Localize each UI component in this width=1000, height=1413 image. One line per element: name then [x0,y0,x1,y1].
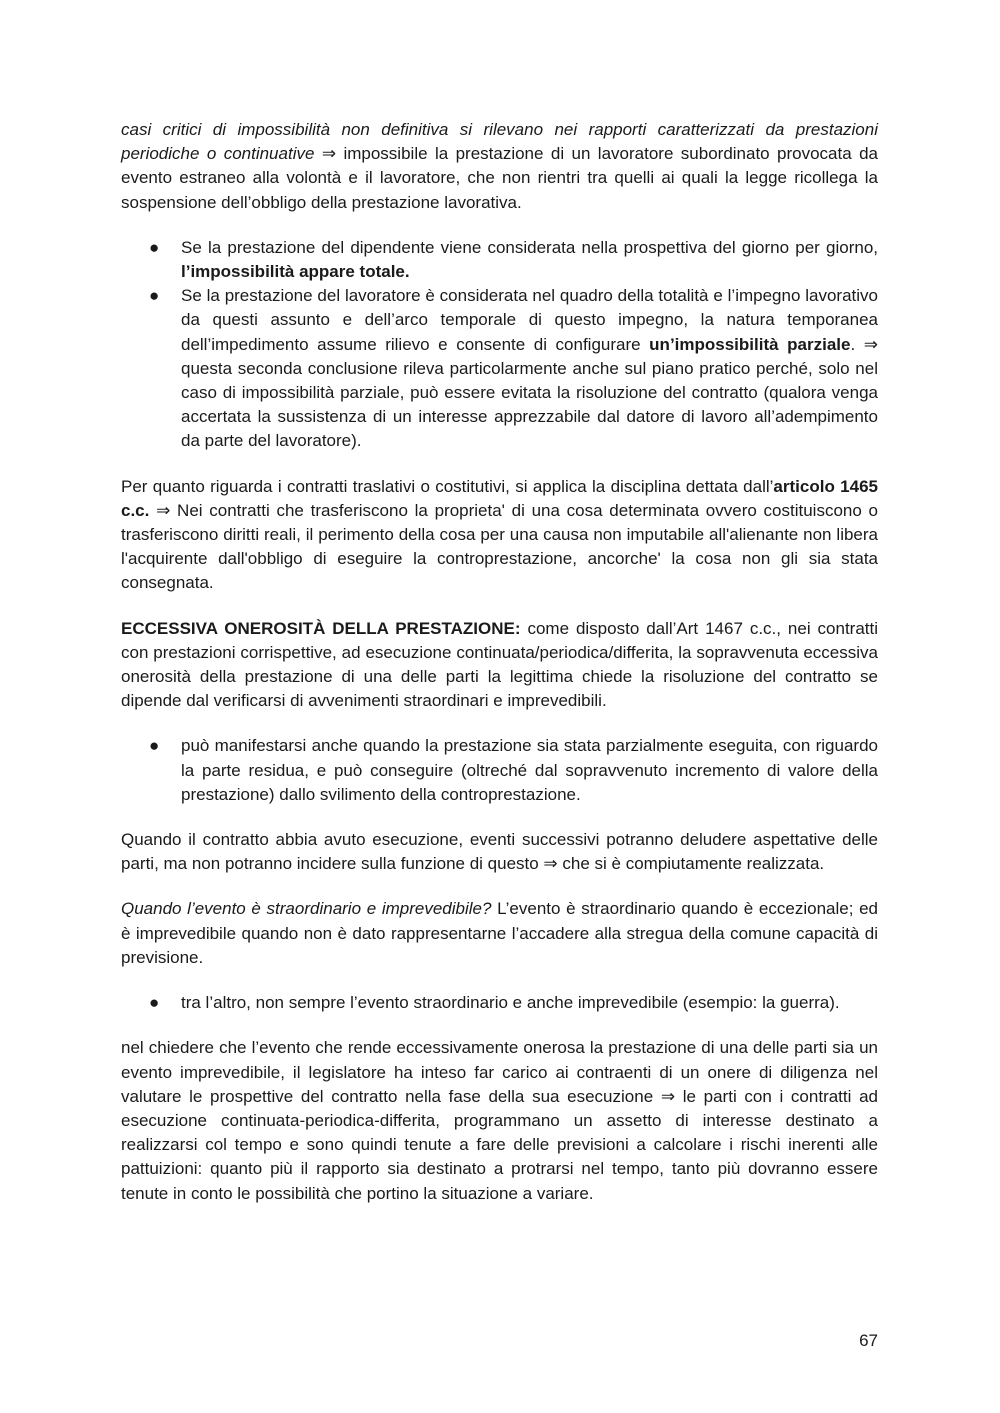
bullet-icon: ● [149,736,160,756]
paragraph-text: ⇒ impossibile la prestazione di un lavoratore subordinato provocata da evento estraneo alla volontà e il lavoratore, che non rientri tra quelli ai quali la legge ricollega la sospensione dell’obbligo della prestazione lavorativa. [121,144,878,212]
paragraph-contratti-traslativi [121,475,878,596]
bullet-icon: ● [149,993,160,1013]
bullet-icon: ● [149,237,160,257]
page-number: 67 [859,1331,878,1350]
paragraph-text: come disposto dall’Art 1467 c.c., nei contratti con prestazioni corrispettive, ad esecuzione continuata/periodica/differita, la sopravvenuta eccessiva onerosità della prestazione di una delle parti la legittima chiede la risoluzione del contratto se dipende dal verificarsi di avvenimenti straordinari e imprevedibili. [121,618,879,711]
list-item-text-rest: . ⇒ questa seconda conclusione rileva particolarmente anche sul piano pratico perché, solo nel caso di impossibilità parziale, può essere evitata la risoluzione del contratto (qualora venga accertata la sussistenza di un interesse apprezzabile dal datore di lavoro all’adempimento da parte del lavoratore). [181,334,878,451]
list-item-text: tra l’altro, non sempre l’evento straordinario e anche imprevedibile (esempio: la guerra). [181,993,840,1013]
list-item-text: Se la prestazione del lavoratore è considerata nel quadro della totalità e l’impegno lavorativo da questi assunto e dell’arco temporale di questo impegno, la natura temporanea dell’impedimento assume rilievo e consente di configurare [181,286,878,354]
paragraph-text: L’evento è straordinario quando è eccezionale; ed è imprevedibile quando non è dato rappresentarne l’accadere alla stregua della comune capacità di previsione. [121,899,879,967]
bullet-list-impossibilita [121,236,878,454]
paragraph-impossibilita-non-definitiva [121,118,878,215]
paragraph-onere-diligenza [121,1036,878,1205]
document-page [121,118,878,1227]
paragraph-text-rest: ⇒ Nei contratti che trasferiscono la proprieta' di una cosa determinata ovvero costituiscono o trasferiscono diritti reali, il perimento della cosa per una causa non imputabile all'alienante non libera l'acquirente dall'obbligo di eseguire la controprestazione, ancorche' la cosa non gli sia stata consegnata. [121,500,878,593]
list-item-text: Se la prestazione del dipendente viene considerata nella prospettiva del giorno per giorno, [181,237,878,257]
paragraph-evento-straordinario [121,897,878,970]
bullet-list-onerosita [121,734,878,807]
paragraph-text: Quando il contratto abbia avuto esecuzione, eventi successivi potranno deludere aspettative delle parti, ma non potranno incidere sulla funzione di questo ⇒ che si è compiutamente realizzata. [121,830,878,874]
list-item [121,734,878,807]
list-item [121,284,878,453]
list-item-text: può manifestarsi anche quando la prestazione sia stata parzialmente eseguita, con riguardo la parte residua, e può conseguire (oltreché dal sopravvenuto incremento di valore della prestazione) dallo svilimento della controprestazione. [181,736,878,804]
list-item-bold: un’impossibilità parziale [649,334,851,354]
italic-lead: casi critici di impossibilità non definitiva si rilevano nei rapporti caratterizzati da prestazioni periodiche o continuative [121,120,878,164]
list-item [121,991,878,1015]
paragraph-esecuzione [121,828,878,876]
article-reference: articolo 1465 c.c. [121,476,878,520]
paragraph-text: nel chiedere che l’evento che rende eccessivamente onerosa la prestazione di una delle parti sia un evento imprevedibile, il legislatore ha inteso far carico ai contraenti di un onere di diligenza nel valutare le prospettive del contratto nella fase della sua esecuzione ⇒ le parti con i contratti ad esecuzione continuata-periodica-differita, programmano un assetto di interesse destinato a realizzarsi col tempo e sono quindi tenute a fare delle previsioni a calcolare i rischi inerenti alle pattuizioni: quanto più il rapporto sia destinato a protrarsi nel tempo, tanto più dovranno essere tenute in conto le possibilità che portino la situazione a variare. [121,1038,878,1203]
paragraph-text: Per quanto riguarda i contratti traslativi o costitutivi, si applica la disciplina dettata dall’ [121,476,774,496]
list-item-bold: l’impossibilità appare totale. [181,262,410,282]
italic-question: Quando l’evento è straordinario e imprevedibile? [121,899,492,919]
list-item [121,236,878,284]
section-heading: ECCESSIVA ONEROSITÀ DELLA PRESTAZIONE: [121,618,521,638]
paragraph-eccessiva-onerosita [121,617,878,714]
bullet-list-guerra [121,991,878,1015]
bullet-icon: ● [149,286,160,306]
